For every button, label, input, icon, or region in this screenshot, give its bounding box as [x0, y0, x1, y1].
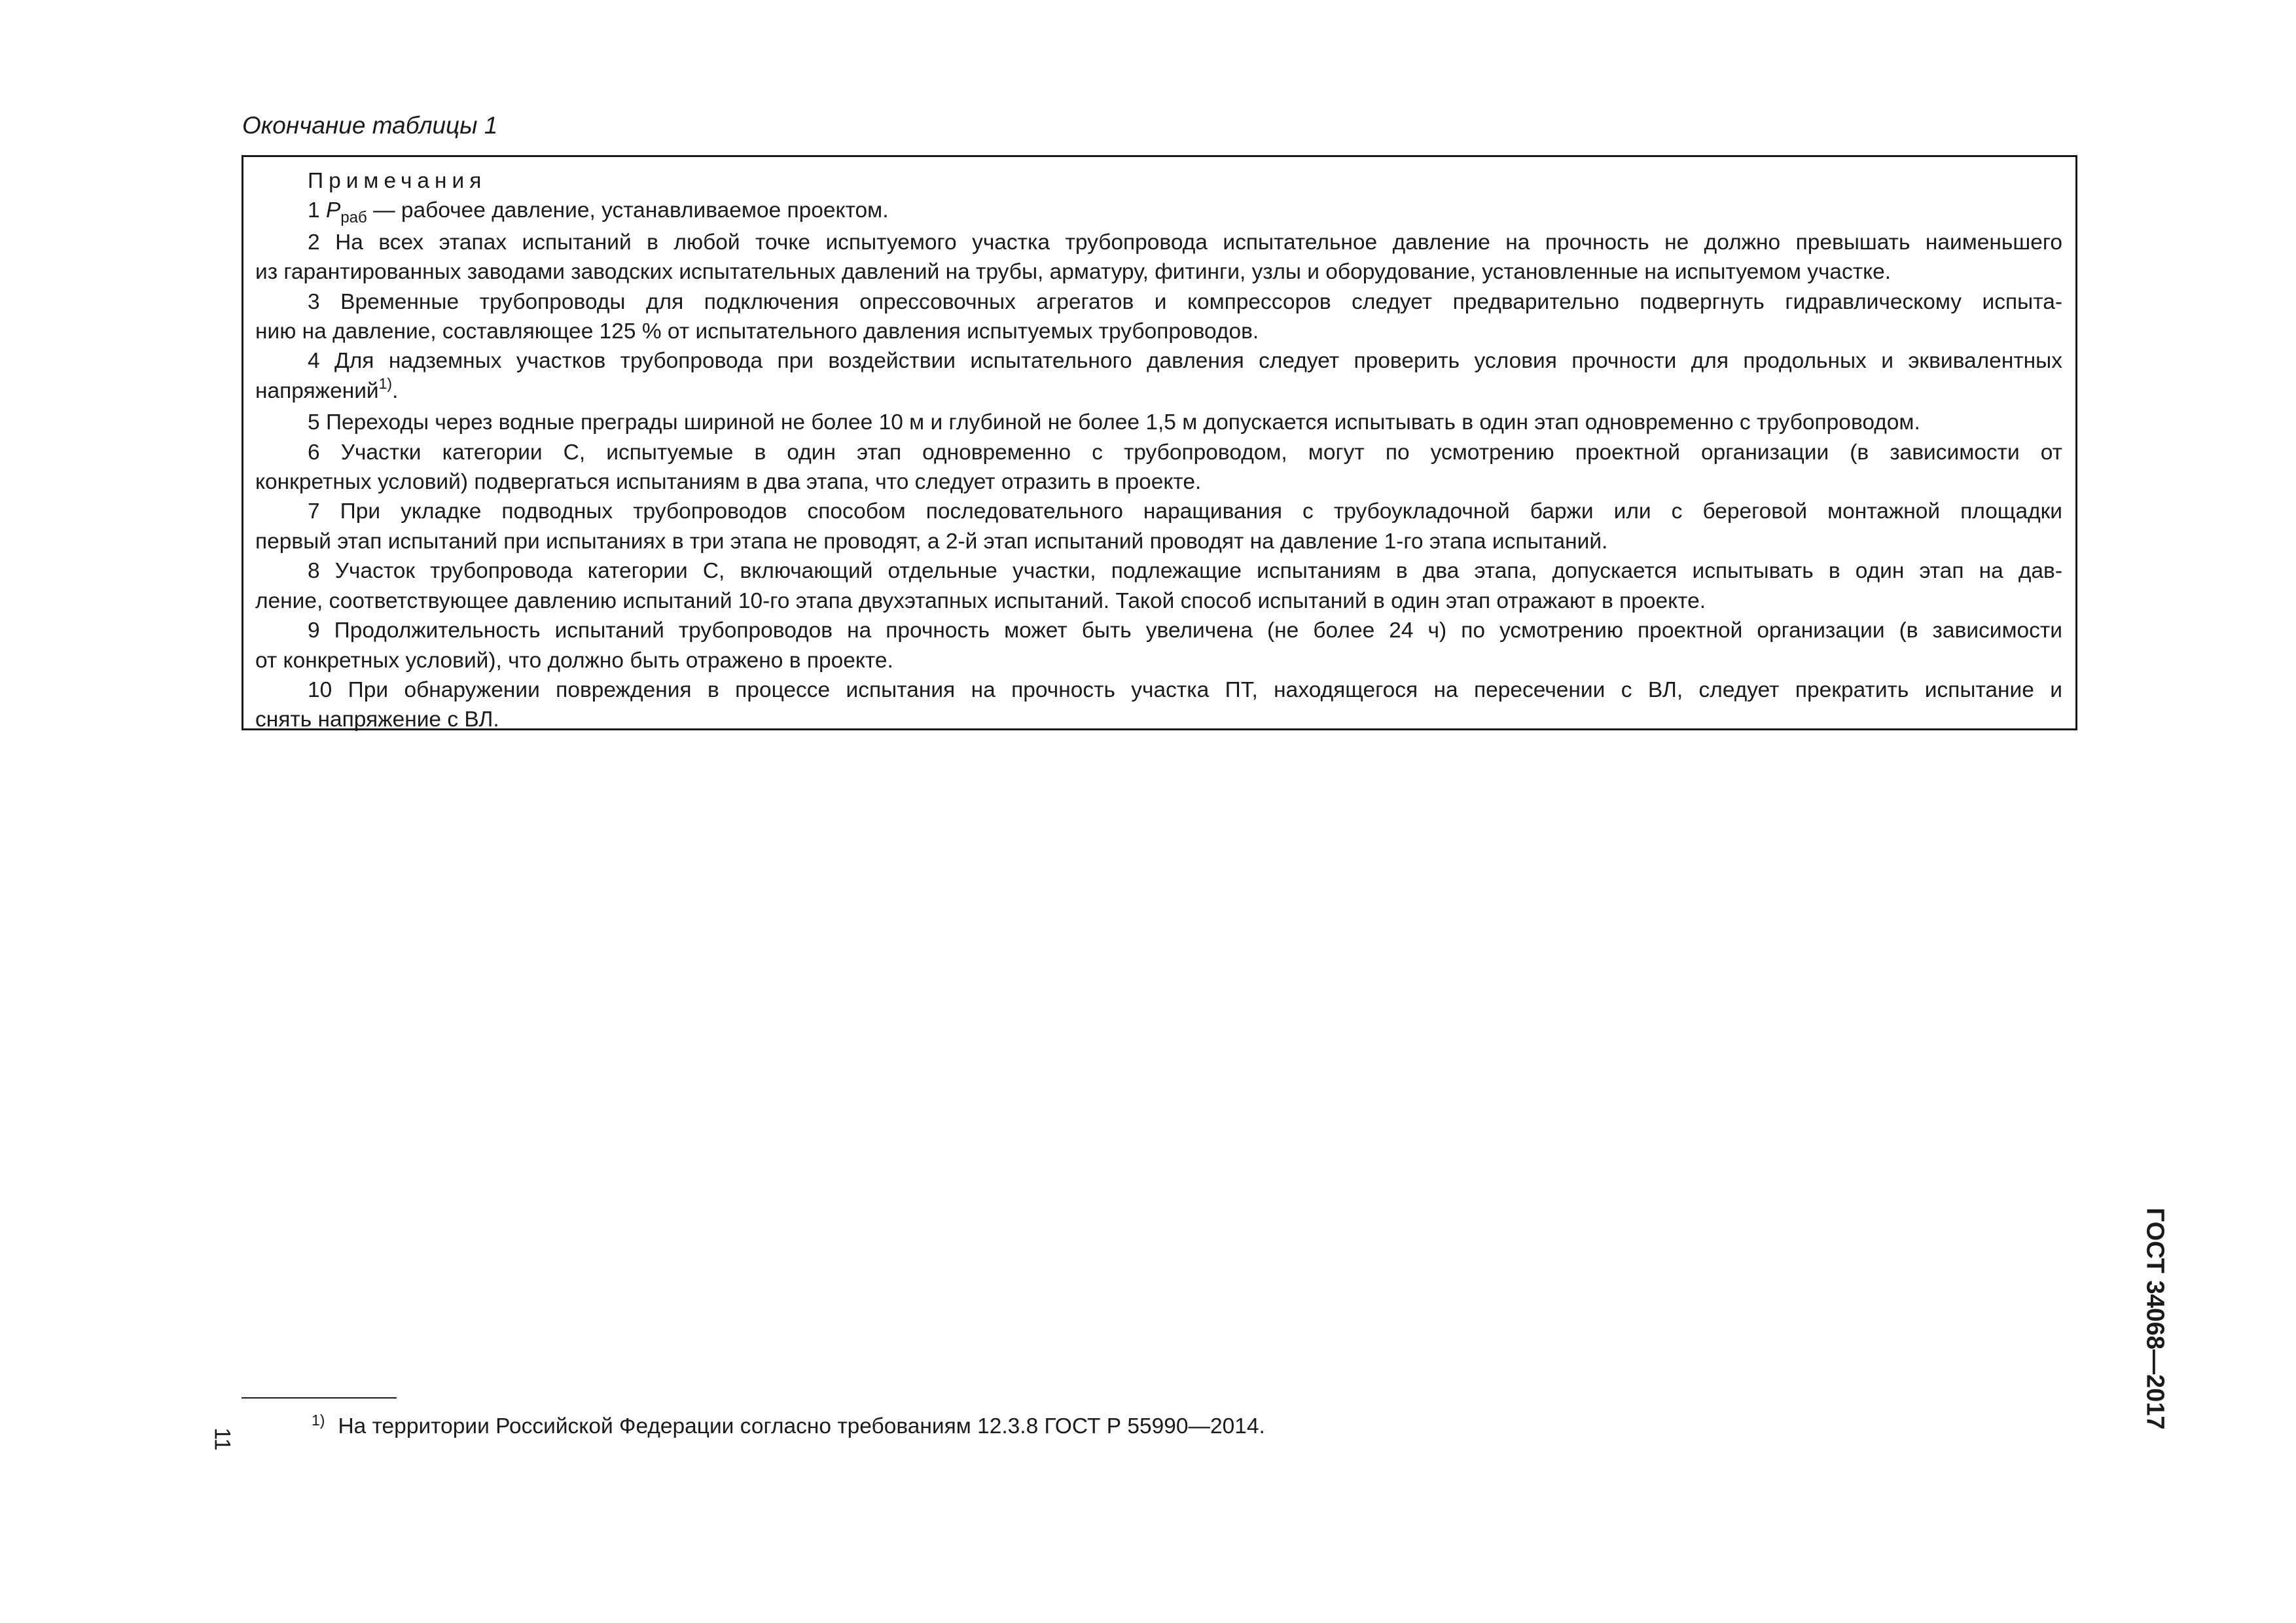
note-4-line-1: 4 Для надземных участков трубопровода при воздействии испытательного давления следует проверить условия прочности для продольных и эквивалентных: [308, 349, 2062, 374]
note-1-text: — рабочее давление, устанавливаемое проектом.: [367, 198, 889, 223]
note-9-line-2: от конкретных условий), что должно быть отражено в проекте.: [255, 648, 893, 673]
note-4-end: .: [392, 378, 399, 403]
note-5-line-1: 5 Переходы через водные преграды шириной не более 10 м и глубиной не более 1,5 м допускается испытывать в один этап одновременно с трубопроводом.: [308, 410, 1920, 435]
note-10-line-2: снять напряжение с ВЛ.: [255, 707, 499, 732]
note-3-line-2: нию на давление, составляющее 125 % от испытательного давления испытуемых трубопроводов.: [255, 319, 1259, 344]
note-6-line-1: 6 Участки категории С, испытуемые в один этап одновременно с трубопроводом, могут по усмотрению проектной организации (в зависимости от: [308, 440, 2062, 465]
pressure-subscript: раб: [340, 209, 367, 227]
note-6-line-2: конкретных условий) подвергаться испытаниям в два этапа, что следует отразить в проекте.: [255, 470, 1202, 495]
notes-heading: Примечания: [308, 169, 487, 193]
note-8-line-1: 8 Участок трубопровода категории С, включающий отдельные участки, подлежащие испытаниям в два этапа, допускается испытывать в один этап на дав-: [308, 559, 2062, 584]
footnote-divider: [242, 1397, 397, 1399]
standard-code: [2142, 1191, 2168, 1446]
page-number: 11: [209, 1427, 235, 1451]
note-1-number: 1: [308, 198, 320, 223]
note-4-line-2-text: напряжений: [255, 378, 379, 403]
note-7-line-1: 7 При укладке подводных трубопроводов способом последовательного наращивания с трубоукладочной баржи или с береговой монтажной площадки: [308, 499, 2062, 524]
note-7-line-2: первый этап испытаний при испытаниях в три этапа не проводят, а 2-й этап испытаний проводят на давление 1-го этапа испытаний.: [255, 529, 1608, 554]
table-caption: Окончание таблицы 1: [242, 112, 498, 139]
note-3-line-1: 3 Временные трубопроводы для подключения опрессовочных агрегатов и компрессоров следует предварительно подвергнуть гидравлическому испыта-: [308, 289, 2062, 314]
note-9-line-1: 9 Продолжительность испытаний трубопроводов на прочность может быть увеличена (не более 24 ч) по усмотрению проектной организации (в зависимости: [308, 618, 2062, 643]
notes-box: [242, 155, 2077, 730]
footnote-mark: 1): [312, 1412, 325, 1429]
footnote: [312, 1412, 1265, 1442]
note-8-line-2: ление, соответствующее давлению испытаний 10-го этапа двухэтапных испытаний. Такой способ испытаний в один этап отражают в проекте.: [255, 588, 1706, 613]
note-2-line-2: из гарантированных заводами заводских испытательных давлений на трубы, арматуру, фитинги, узлы и оборудование, установленные на испытуемом участке.: [255, 260, 1892, 285]
note-2-line-1: 2 На всех этапах испытаний в любой точке испытуемого участка трубопровода испытательное давление на прочность не должно превышать наименьшего: [308, 230, 2062, 255]
footnote-reference[interactable]: 1): [378, 374, 393, 392]
note-1: [255, 196, 2062, 227]
note-10-line-1: 10 При обнаружении повреждения в процессе испытания на прочность участка ПТ, находящегося на пересечении с ВЛ, следует прекратить испытание и: [308, 677, 2062, 702]
pressure-symbol: P: [325, 198, 341, 223]
standard-code-text: ГОСТ 34068—2017: [2141, 1207, 2169, 1430]
note-4-line-2: [255, 376, 2062, 408]
footnote-text: На территории Российской Федерации согласно требованиям 12.3.8 ГОСТ Р 55990—2014.: [338, 1414, 1265, 1438]
